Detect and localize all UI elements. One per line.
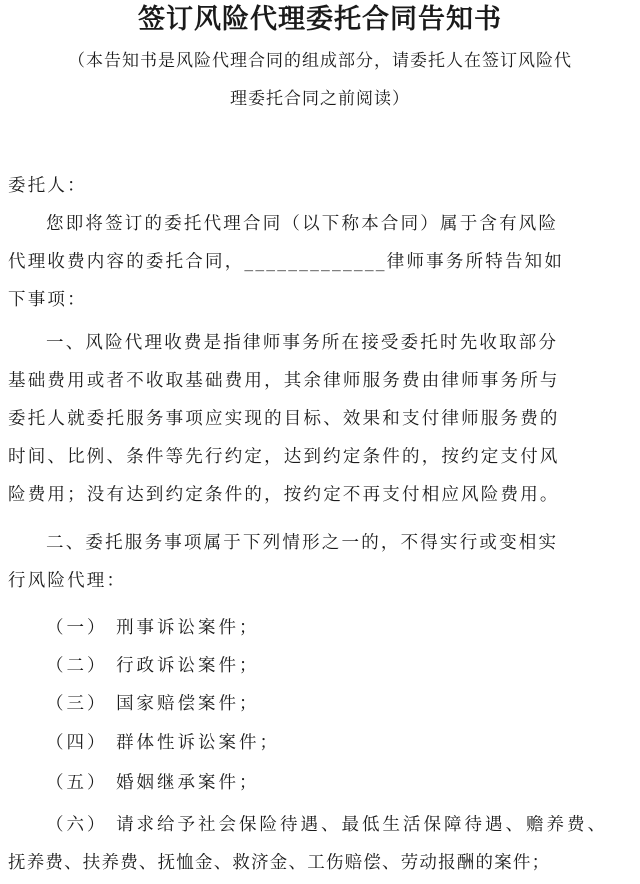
list-item: （一） 刑事诉讼案件；	[46, 618, 260, 638]
list-item: （三） 国家赔偿案件；	[46, 694, 260, 714]
list-item: （二） 行政诉讼案件；	[46, 656, 260, 676]
list-item: （五） 婚姻继承案件；	[46, 773, 260, 793]
paragraph-line: 您即将签订的委托代理合同（以下称本合同）属于含有风险	[46, 214, 559, 234]
subtitle-line-2: 理委托合同之前阅读）	[230, 89, 410, 109]
paragraph-line: 委托人就委托服务事项应实现的目标、效果和支付律师服务费的	[8, 409, 560, 429]
paragraph-line: 代理收费内容的委托合同，_____________律师事务所特告知如	[8, 252, 565, 272]
paragraph-line: 一、风险代理收费是指律师事务所在接受委托时先收取部分	[46, 333, 559, 353]
paragraph-line: 抚养费、扶养费、抚恤金、救济金、工伤赔偿、劳动报酬的案件；	[8, 853, 551, 873]
addressee: 委托人：	[8, 176, 87, 196]
paragraph-line: 二、委托服务事项属于下列情形之一的，不得实行或变相实	[46, 533, 559, 553]
list-item: （六） 请求给予社会保险待遇、最低生活保障待遇、赡养费、	[46, 815, 609, 835]
subtitle-line-1: （本告知书是风险代理合同的组成部分，请委托人在签订风险代	[68, 51, 572, 71]
paragraph-line: 行风险代理：	[8, 571, 127, 591]
document-title: 签订风险代理委托合同告知书	[138, 4, 502, 35]
paragraph-line: 下事项：	[8, 290, 87, 310]
paragraph-line: 险费用；没有达到约定条件的，按约定不再支付相应风险费用。	[8, 485, 560, 505]
paragraph-line: 基础费用或者不收取基础费用，其余律师服务费由律师事务所与	[8, 371, 560, 391]
list-item: （四） 群体性诉讼案件；	[46, 733, 281, 753]
paragraph-line: 时间、比例、条件等先行约定，达到约定条件的，按约定支付风	[8, 447, 560, 467]
